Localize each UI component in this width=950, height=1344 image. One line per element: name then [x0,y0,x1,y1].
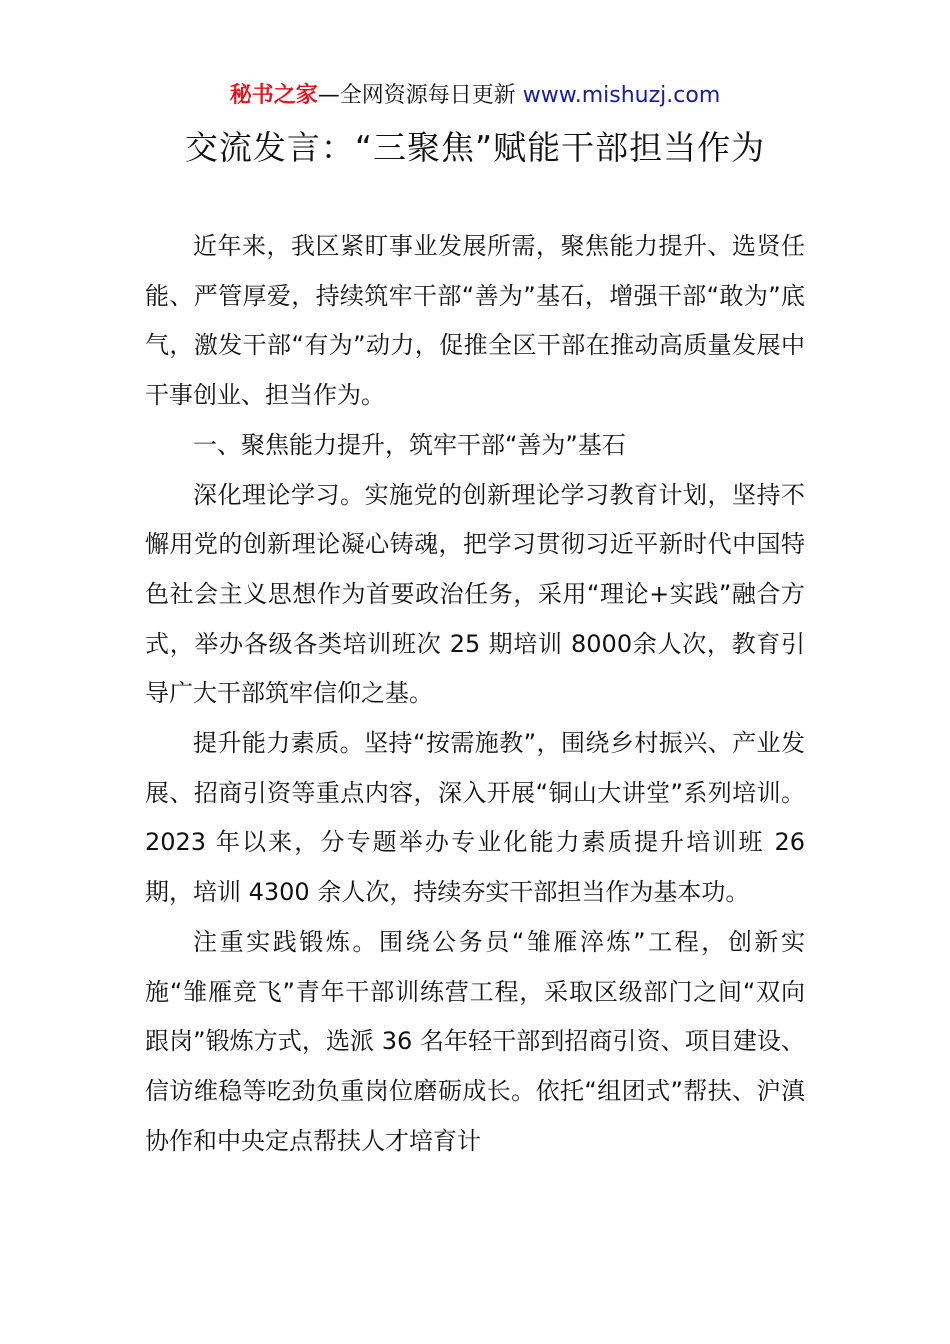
site-url-link[interactable]: www.mishuzj.com [522,83,721,108]
document-title: 交流发言：“三聚焦”赋能干部担当作为 [184,128,766,167]
paragraph-theory-study: 深化理论学习。实施党的创新理论学习教育计划，坚持不懈用党的创新理论凝心铸魂，把学习贯彻习近平新时代中国特色社会主义思想作为首要政治任务，采用“理论+实践”融合方式，举办各级各类培训班次 25 期培训 8000余人次，教育引导广大干部筑牢信仰之基。 [145,480,805,708]
paragraph-practice-training: 注重实践锻炼。围绕公务员“雏雁淬炼”工程，创新实施“雏雁竞飞”青年干部训练营工程，采取区级部门之间“双向跟岗”锻炼方式，选派 36 名年轻干部到招商引资、项目建设、信访维稳等吃劲负重岗位磨砺成长。依托“组团式”帮扶、沪滇协作和中央定点帮扶人才培育计 [145,927,805,1155]
paragraph-intro: 近年来，我区紧盯事业发展所需，聚焦能力提升、选贤任能、严管厚爱，持续筑牢干部“善为”基石，增强干部“敢为”底气，激发干部“有为”动力，促推全区干部在推动高质量发展中干事创业、担当作为。 [145,232,805,410]
brand-name: 秘书之家 [229,83,318,108]
header-banner [0,80,950,112]
document-body [145,222,805,1166]
section-heading: 一、聚焦能力提升，筑牢干部“善为”基石 [193,430,626,459]
paragraph-ability-improvement: 提升能力素质。坚持“按需施教”，围绕乡村振兴、产业发展、招商引资等重点内容，深入开展“铜山大讲堂”系列培训。2023 年以来，分专题举办专业化能力素质提升培训班 26 期，培训 4300 余人次，持续夯实干部担当作为基本功。 [145,729,805,907]
header-tagline: —全网资源每日更新 [317,83,516,108]
